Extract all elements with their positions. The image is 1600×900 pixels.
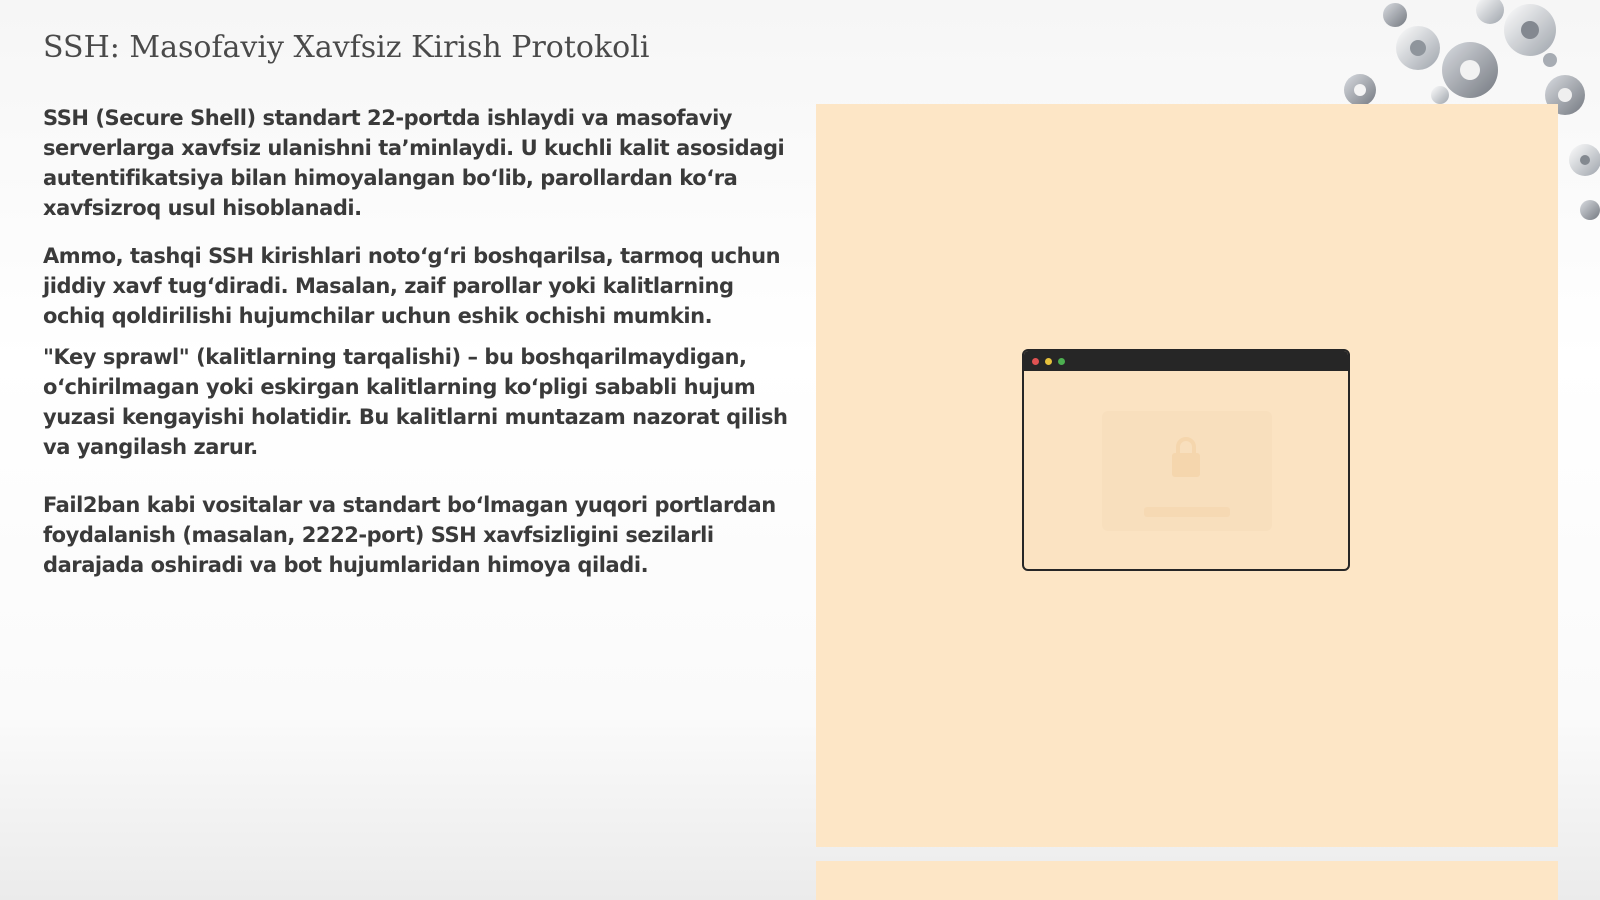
paragraph-key-sprawl: "Key sprawl" (kalitlarning tarqalishi) – bu boshqarilmaydigan, o‘chirilmagan yoki eskirgan kalitlarning ko‘pligi sababli hujum yuzasi kengayishi holatidir. Bu kalitlarni muntazam nazorat qilish va yangilash zarur. (43, 345, 788, 459)
close-dot-icon (1032, 358, 1039, 365)
minimize-dot-icon (1045, 358, 1052, 365)
browser-window-illustration (1022, 349, 1350, 571)
maximize-dot-icon (1058, 358, 1065, 365)
paragraph-fail2ban: Fail2ban kabi vositalar va standart bo‘lmagan yuqori portlardan foydalanish (masalan, 2222-port) SSH xavfsizligini sezilarli darajada oshiradi va bot hujumlaridan himoya qiladi. (43, 493, 776, 577)
lock-icon (1162, 435, 1210, 479)
slide-body (43, 103, 793, 580)
window-body (1024, 371, 1348, 571)
paragraph-ssh-intro: SSH (Secure Shell) standart 22-portda ishlaydi va masofaviy serverlarga xavfsiz ulanishni ta’minlaydi. U kuchli kalit asosidagi autentifikatsiya bilan himoyalangan bo‘lib, parollardan ko‘ra xavfsizroq usul hisoblanadi. (43, 106, 785, 220)
faint-caption-line (1144, 507, 1230, 517)
illustration-panel-strip (816, 861, 1558, 900)
slide-title: SSH: Masofaviy Xavfsiz Kirish Protokoli (43, 30, 650, 65)
paragraph-external-access-risk: Ammo, tashqi SSH kirishlari noto‘g‘ri boshqarilsa, tarmoq uchun jiddiy xavf tug‘diradi. Masalan, zaif parollar yoki kalitlarning ochiq qoldirilishi hujumchilar uchun eshik ochishi mumkin. (43, 244, 781, 328)
window-title-bar (1024, 351, 1348, 371)
